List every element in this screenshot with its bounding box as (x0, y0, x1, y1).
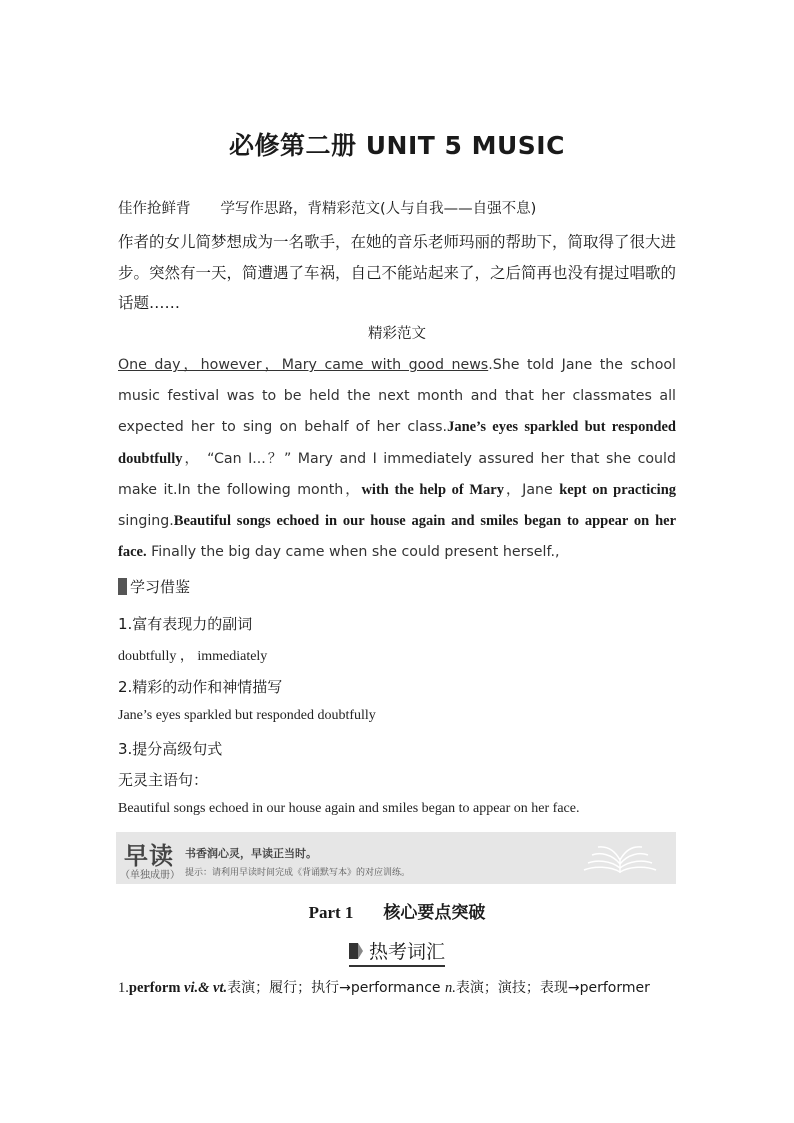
intro-description: 学写作思路，背精彩范文(人与自我——自强不息) (220, 201, 537, 217)
banner-subtitle: （单独成册） (120, 870, 180, 881)
intro-label: 佳作抢鲜背 (118, 201, 191, 217)
essay-bold-phrase: Beautiful songs echoed in our house again and smiles began to appear on her face. (118, 513, 676, 561)
learn-item-3-content: Beautiful songs echoed in our house again and smiles began to appear on her face. (118, 801, 580, 816)
essay-text: singing. (118, 513, 174, 530)
part-number: Part 1 (308, 903, 354, 922)
banner-tip: 提示：请利用早读时间完成《背诵默写本》的对应训练。 (185, 868, 411, 878)
hot-vocab-heading (0, 937, 794, 967)
essay-text: Finally the big day came when she could present herself., (146, 544, 560, 561)
essay-body (118, 350, 676, 568)
part-title: 核心要点突破 (383, 903, 486, 923)
page-title: 必修第二册 UNIT 5 MUSIC (229, 131, 565, 160)
learn-item-3-subtitle: 无灵主语句： (118, 771, 209, 789)
learn-label: 学习借鉴 (130, 578, 191, 596)
vocab-number: 1. (118, 980, 129, 996)
learn-item-3-title: 3.提分高级句式 (118, 740, 223, 758)
learn-item-2-title: 2.精彩的动作和神情描写 (118, 678, 283, 696)
vocab-entry (118, 977, 650, 997)
essay-title: 精彩范文 (368, 326, 426, 342)
morning-reading-banner (116, 832, 676, 884)
section-marker-icon (349, 943, 363, 959)
learn-item-1-title: 1.富有表现力的副词 (118, 615, 253, 633)
vocab-pos: vi.& vt. (184, 980, 228, 996)
vocab-meaning-2: 表演；演技；表现→performer (455, 980, 650, 996)
essay-underlined-phrase: One day，however，Mary came with good news (118, 357, 489, 373)
essay-text: .She told Jane the school music festival was to be held the next month and that her classmates all expected her to sing on behalf of her class. (118, 357, 677, 436)
vocab-pos-2: n. (444, 980, 456, 996)
section-bar-icon (118, 578, 127, 595)
learn-section-heading (118, 576, 190, 597)
part-heading (0, 898, 794, 923)
learn-item-2-content: Jane’s eyes sparkled but responded doubtfully (118, 708, 376, 723)
intro-row (118, 197, 536, 218)
essay-bold-phrase: with the help of Mary (361, 481, 504, 498)
essay-bold-phrase: kept on practicing (559, 481, 677, 498)
learn-item-1-content: doubtfully ， immediately (118, 649, 268, 664)
hot-vocab-title: 热考词汇 (368, 941, 445, 963)
banner-tagline: 书香润心灵，早读正当时。 (185, 847, 317, 860)
essay-bold-phrase: Jane’s eyes sparkled but responded doubtfully (118, 419, 676, 467)
essay-text: ，Jane (503, 481, 560, 498)
vocab-word: perform (128, 980, 181, 996)
vocab-meaning: 表演；履行；执行→performance (227, 980, 445, 996)
open-book-icon (580, 838, 660, 878)
essay-text: ， “Can I...？” Mary and I immediately assured her that she could make it.In the following month， (118, 450, 676, 498)
banner-title: 早读 (124, 842, 174, 870)
story-summary: 作者的女儿简梦想成为一名歌手，在她的音乐老师玛丽的帮助下，简取得了很大进步。突然有一天，简遭遇了车祸，自己不能站起来了，之后简再也没有提过唱歌的话题…… (118, 233, 677, 312)
